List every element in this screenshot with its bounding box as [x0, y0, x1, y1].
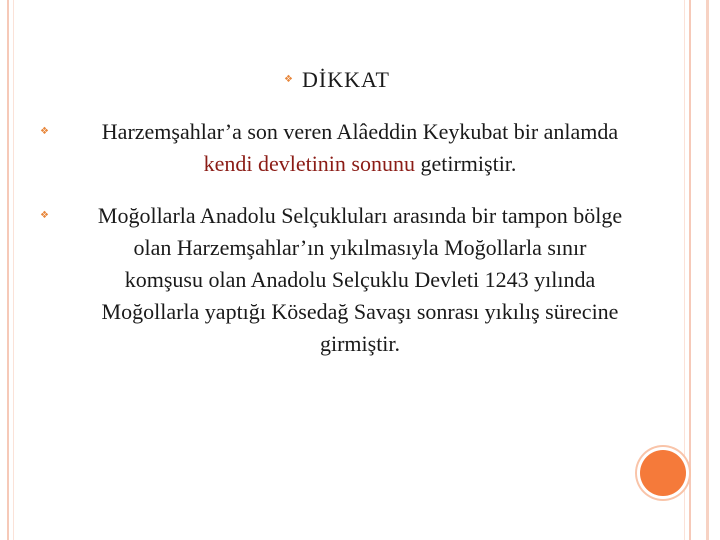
paragraph-1	[60, 116, 660, 180]
highlighted-phrase: kendi devletinin sonunu	[203, 151, 415, 176]
diamond-bullet-icon: ❖	[40, 210, 49, 221]
orange-circle-decoration	[640, 450, 686, 496]
paragraph-2-line: Moğollarla yaptığı Kösedağ Savaşı sonrası yıkılış sürecine	[101, 299, 619, 324]
paragraph-2-line: olan Harzemşahlar’ın yıkılmasıyla Moğollarla sınır	[133, 235, 587, 260]
diamond-bullet-icon: ❖	[40, 126, 49, 137]
paragraph-2-line: girmiştir.	[319, 331, 401, 356]
diamond-bullet-icon: ❖	[284, 74, 293, 85]
slide-title: DİKKAT	[302, 67, 390, 92]
paragraph-2-line: Moğollarla Anadolu Selçukluları arasında bir tampon bölge	[97, 203, 623, 228]
paragraph-2-line: komşusu olan Anadolu Selçuklu Devleti 1243 yılında	[124, 267, 596, 292]
paragraph-1-line-1: Harzemşahlar’a son veren Alâeddin Keykubat bir anlamda	[101, 119, 619, 144]
paragraph-2	[60, 200, 660, 360]
paragraph-1-rest: getirmiştir.	[414, 151, 517, 176]
right-accent-line	[706, 0, 709, 540]
